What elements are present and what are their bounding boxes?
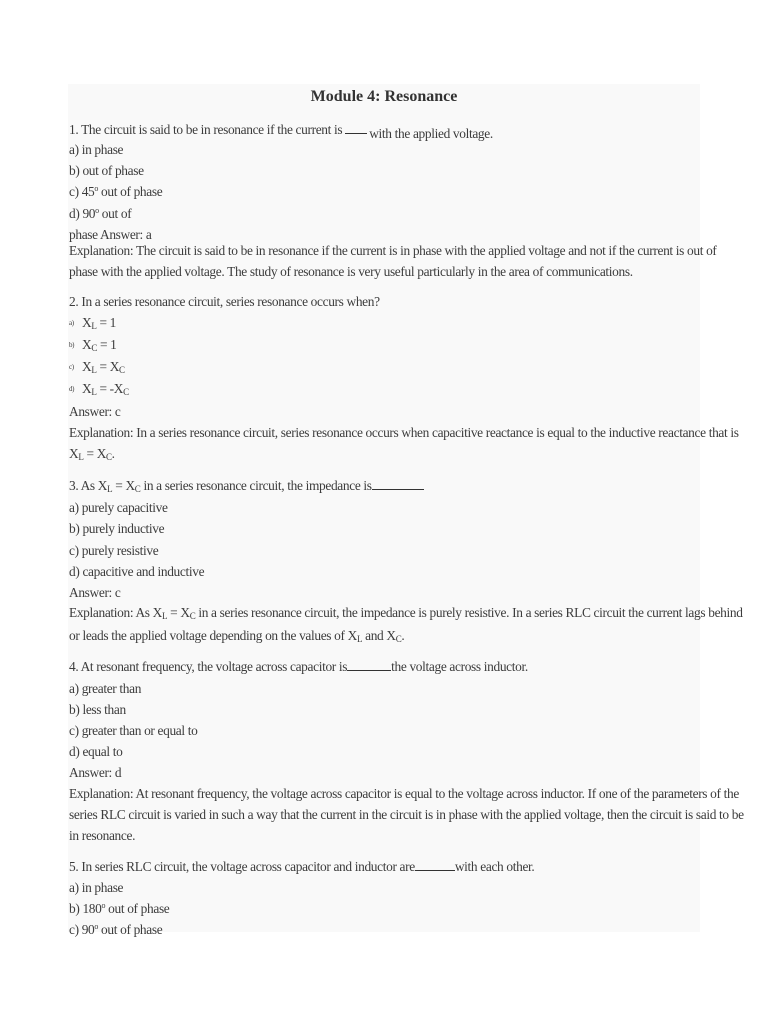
question-2-answer: Answer: c <box>69 404 121 419</box>
question-2-option-a: a) $X_L = 1$ <box>69 315 117 331</box>
answer-blank <box>347 670 391 671</box>
answer-blank <box>345 133 367 134</box>
question-4-explanation-line-1: Explanation: At resonant frequency, the voltage across capacitor is equal to the voltage across inductor. If one of the parameters of the <box>69 786 739 801</box>
question-2-explanation-line-2: $X_L = X_C$. <box>69 446 115 462</box>
answer-blank <box>372 489 424 490</box>
question-1-option-d: d) 90$^o$ out of <box>69 206 132 221</box>
question-1-option-c: c) 45$^o$ out of phase <box>69 184 163 199</box>
question-2-option-d: d) $X_L = -X_C$ <box>69 381 129 397</box>
question-4-explanation-line-3: in resonance. <box>69 828 136 843</box>
question-1-option-b: b) out of phase <box>69 163 144 178</box>
question-3-stem: 3. As $X_L = X_C$ in a series resonance circuit, the impedance is <box>69 478 424 494</box>
question-4-option-d: d) equal to <box>69 744 123 759</box>
question-1-explanation-line-1: Explanation: The circuit is said to be in resonance if the current is in phase with the applied voltage and not if the current is out of <box>69 243 717 258</box>
question-2-explanation-line-1: Explanation: In a series resonance circuit, series resonance occurs when capacitive reactance is equal to the inductive reactance that is <box>69 425 739 440</box>
question-1-explanation-line-2: phase with the applied voltage. The study of resonance is very useful particularly in the area of communications. <box>69 264 633 279</box>
page-title: Module 4: Resonance <box>310 88 458 105</box>
question-3-explanation-line-2: or leads the applied voltage depending on the values of $X_L$ and $X_C$. <box>69 628 405 644</box>
question-5-option-c: c) 90$^o$ out of phase <box>69 922 163 937</box>
question-3-option-d: d) capacitive and inductive <box>69 564 205 579</box>
question-3-answer: Answer: c <box>69 585 121 600</box>
answer-blank <box>415 870 455 871</box>
question-3-explanation-line-1: Explanation: As $X_L = X_C$ in a series resonance circuit, the impedance is purely resistive. In a series RLC circuit the current lags behind <box>69 605 743 621</box>
question-5-option-b: b) 180$^o$ out of phase <box>69 901 170 916</box>
question-1-stem: 1. The circuit is said to be in resonance if the current is with the applied voltage. <box>69 122 493 141</box>
question-4-option-b: b) less than <box>69 702 126 717</box>
question-4-option-c: c) greater than or equal to <box>69 723 198 738</box>
question-1-option-a: a) in phase <box>69 142 124 157</box>
question-4-answer: Answer: d <box>69 765 122 780</box>
question-1-answer: phase Answer: a <box>69 227 152 242</box>
question-3-option-b: b) purely inductive <box>69 521 165 536</box>
question-3-option-a: a) purely capacitive <box>69 500 168 515</box>
question-4-option-a: a) greater than <box>69 681 142 696</box>
question-2-option-b: b) $X_C = 1$ <box>69 337 117 353</box>
question-3-option-c: c) purely resistive <box>69 543 159 558</box>
question-2-option-c: c) $X_L = X_C$ <box>69 359 125 375</box>
question-5-stem: 5. In series RLC circuit, the voltage across capacitor and inductor are with each other. <box>69 859 535 874</box>
question-5-option-a: a) in phase <box>69 880 124 895</box>
question-2-stem: 2. In a series resonance circuit, series resonance occurs when? <box>69 294 380 309</box>
question-4-explanation-line-2: series RLC circuit is varied in such a way that the current in the circuit is in phase with the applied voltage, then the circuit is said to be <box>69 807 744 822</box>
question-4-stem: 4. At resonant frequency, the voltage across capacitor is the voltage across inductor. <box>69 659 528 674</box>
